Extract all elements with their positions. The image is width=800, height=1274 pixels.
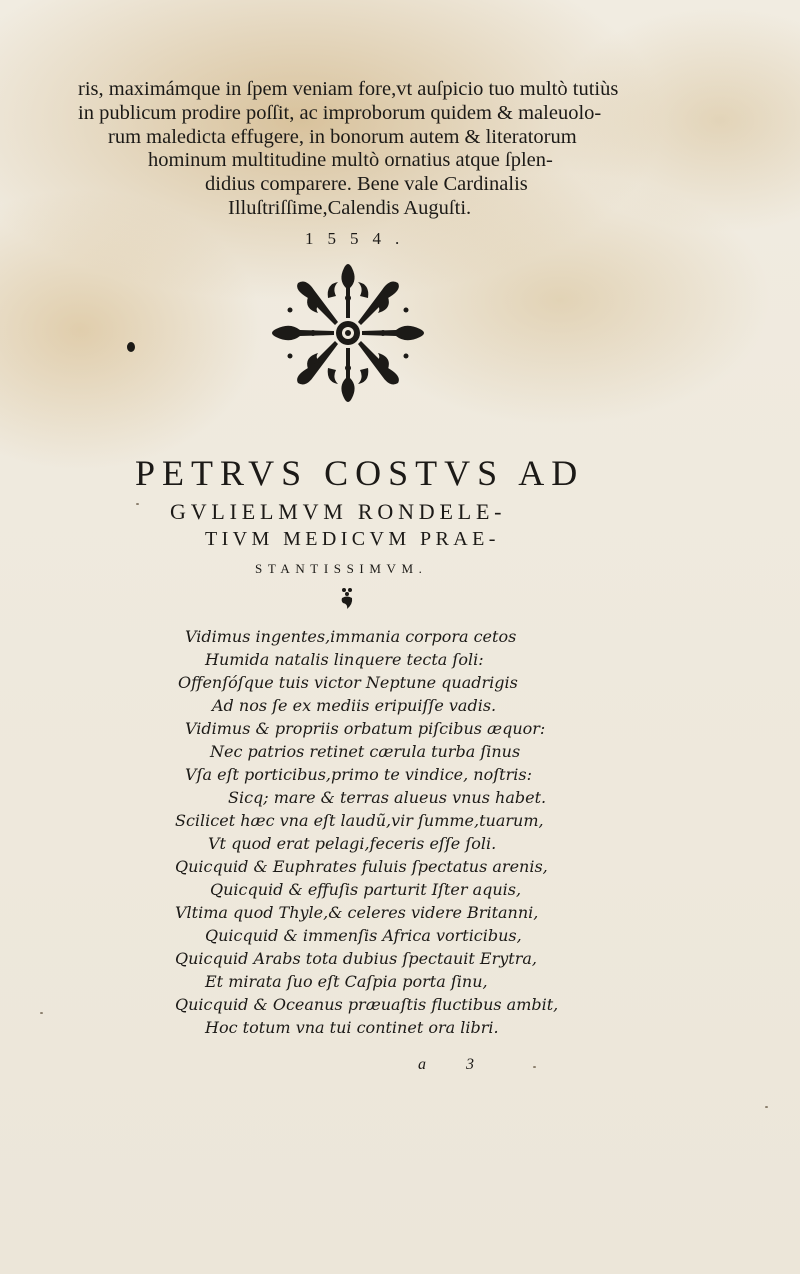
poem-line: Quicquid & effuſis parturit Iſter aquis, (210, 880, 522, 899)
poem-line: Vidimus & propriis orbatum piſcibus æquor: (185, 719, 546, 738)
year-date: 1554. (305, 229, 414, 248)
heading-line-1: PETRVS COSTVS AD (135, 453, 585, 493)
poem-line: Quicquid & immenſis Africa vorticibus, (205, 926, 522, 945)
paper-speck (765, 1106, 768, 1108)
poem-line: Hoc totum vna tui continet ora libri. (205, 1018, 499, 1037)
poem-line: Scilicet hæc vna eſt laudũ,vir ſumme,tuarum, (175, 811, 544, 830)
paper-speck (136, 503, 139, 505)
poem-line: Vſa eſt porticibus,primo te vindice, noſtris: (185, 765, 532, 784)
paper-speck (533, 1066, 536, 1068)
small-fleuron-icon (339, 586, 355, 610)
paper-speck (40, 1012, 43, 1014)
heading-line-4: STANTISSIMVM. (255, 561, 428, 576)
heading-line-3: TIVM MEDICVM PRAE- (205, 528, 500, 550)
poem-line: Sicq; mare & terras alueus vnus habet. (228, 788, 547, 807)
poem-line: Nec patrios retinet cærula turba ſinus (210, 742, 521, 761)
letter-line: in publicum prodire poſſit, ac improborum quidem & maleuolo- (78, 102, 602, 124)
ink-dot (127, 342, 135, 352)
letter-line: ris, maximámque in ſpem veniam fore,vt auſpicio tuo multò tutiùs (78, 78, 619, 100)
poem-line: Vt quod erat pelagi,feceris eſſe ſoli. (208, 834, 497, 853)
poem-line: Vidimus ingentes,immania corpora cetos (185, 627, 517, 646)
letter-line: didius comparere. Bene vale Cardinalis (205, 173, 528, 195)
signature-mark: a 3 (418, 1056, 492, 1073)
letter-line: rum maledicta effugere, in bonorum autem & literatorum (108, 126, 577, 148)
heading-line-2: GVLIELMVM RONDELE- (170, 499, 507, 524)
poem-line: Quicquid & Oceanus præuaſtis fluctibus ambit, (175, 995, 559, 1014)
letter-line: Illuſtriſſime,Calendis Auguſti. (228, 197, 472, 219)
letter-line: hominum multitudine multò ornatius atque ſplen- (148, 149, 553, 171)
poem-line: Quicquid & Euphrates fuluis ſpectatus arenis, (175, 857, 548, 876)
poem-line: Ad nos ſe ex mediis eripuiſſe vadis. (212, 696, 497, 715)
poem-line: Offenſóſque tuis victor Neptune quadrigis (178, 673, 518, 692)
poem-line: Vltima quod Thyle,& celeres videre Britanni, (175, 903, 539, 922)
poem-line: Humida natalis linquere tecta ſoli: (205, 650, 484, 669)
fleuron-ornament-icon (268, 258, 428, 408)
poem-line: Et mirata ſuo eſt Caſpia porta ſinu, (205, 972, 488, 991)
poem-line: Quicquid Arabs tota dubius ſpectauit Erytra, (175, 949, 537, 968)
